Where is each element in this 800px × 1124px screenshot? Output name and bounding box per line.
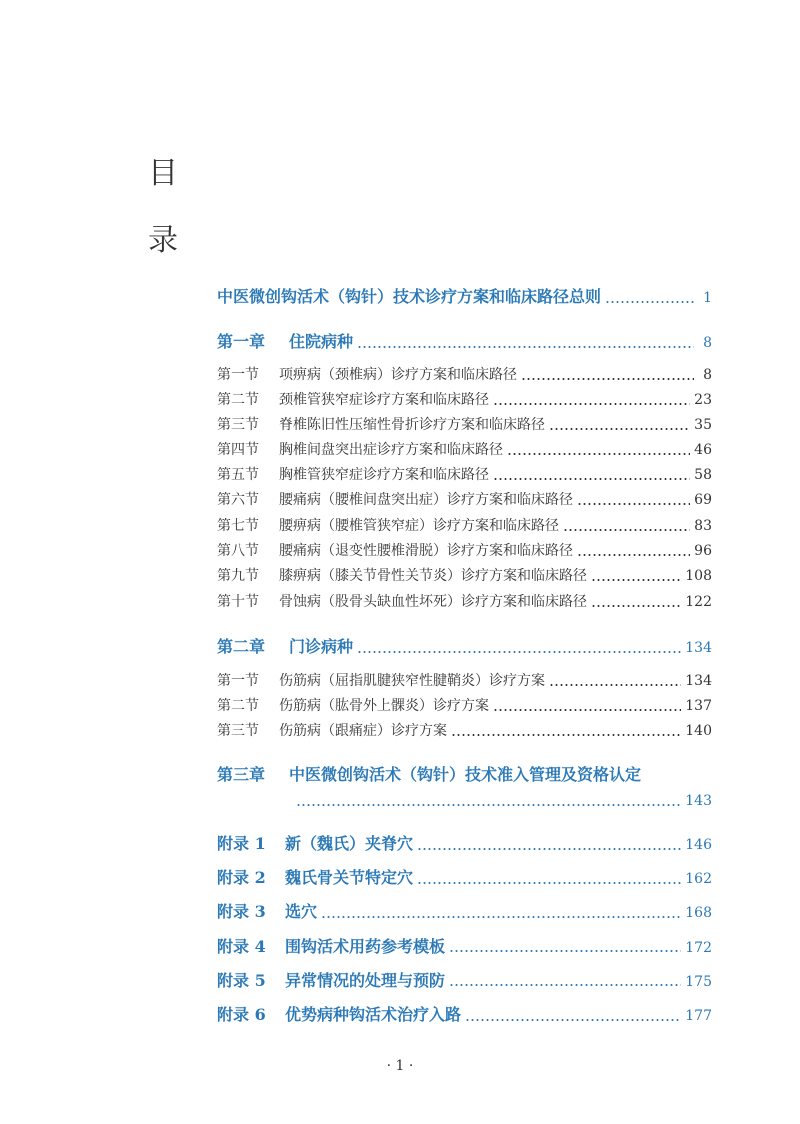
toc-entry-chapter[interactable] [217,332,712,353]
entry-label: 第二节 [217,392,259,408]
entry-label: 第六节 [217,492,259,508]
entry-label: 第二节 [217,698,259,714]
entry-page: 175 [685,973,712,990]
entry-label: 附录 1 [217,834,266,853]
dot-leader [449,983,681,987]
entry-title: 中医微创钩活术（钩针）技术准入管理及资格认定 [289,765,642,784]
entry-page: 146 [685,837,712,853]
toc-entry-appendix[interactable] [217,834,712,855]
entry-page: 108 [685,568,712,584]
toc-entry-section[interactable] [217,566,712,586]
entry-title: 中医微创钩活术（钩针）技术诊疗方案和临床路径总则 [217,287,602,306]
toc-entry-appendix[interactable] [217,971,712,992]
entry-label: 附录 6 [217,1005,266,1024]
entry-page: 58 [694,467,712,483]
entry-page: 83 [694,518,712,534]
toc-entry-section[interactable] [217,541,712,561]
entry-title: 围钩活术用药参考模板 [285,936,446,956]
entry-page: 134 [685,640,712,656]
entry-title: 伤筋病（肱骨外上髁炎）诊疗方案 [279,698,489,714]
entry-title: 门诊病种 [289,637,354,656]
dot-leader [296,803,681,807]
entry-page: 46 [694,442,712,458]
toc-entry-section[interactable] [217,390,712,410]
toc-heading-char-1: 目 [148,156,178,191]
toc-entry-section[interactable] [217,440,712,460]
entry-page: 1 [703,290,712,306]
page-number: · 1 · [386,1058,414,1074]
entry-label: 第一章 [217,332,266,351]
toc-entry-chapter-continuation[interactable] [292,791,712,811]
entry-title: 优势病种钩活术治疗入路 [285,1005,462,1024]
entry-page: 168 [685,905,712,922]
toc-entry-section[interactable] [217,671,712,691]
dot-leader [357,345,694,349]
entry-label: 第三章 [217,765,266,784]
entry-title: 腰痛病（退变性腰椎滑脱）诊疗方案和临床路径 [279,543,573,559]
toc-heading-char-2: 录 [148,223,178,258]
dot-leader [465,1018,681,1022]
toc-entry-section[interactable] [217,415,712,435]
dot-leader [493,402,690,406]
dot-leader [549,427,690,431]
entry-title: 胸椎间盘突出症诊疗方案和临床路径 [279,442,503,458]
entry-label: 附录 2 [217,868,266,888]
dot-leader [507,452,690,456]
entry-page: 69 [694,492,712,508]
entry-page: 122 [685,594,712,610]
entry-title: 腰痹病（腰椎管狭窄症）诊疗方案和临床路径 [279,518,559,534]
dot-leader [549,683,681,687]
entry-label: 第五节 [217,467,259,483]
entry-title: 伤筋病（屈指肌腱狭窄性腱鞘炎）诊疗方案 [279,673,545,689]
entry-page: 172 [685,939,712,956]
entry-title: 魏氏骨关节特定穴 [285,868,414,888]
entry-label: 第八节 [217,543,259,559]
entry-label: 第三节 [217,723,259,739]
toc-entry-chapter[interactable] [217,637,712,658]
toc-entry-section[interactable] [217,592,712,612]
entry-label: 第三节 [217,417,259,433]
toc-entry-chapter[interactable] [217,765,712,785]
entry-title: 异常情况的处理与预防 [285,970,446,990]
entry-page: 96 [694,543,712,559]
toc-entry-section[interactable] [217,365,712,385]
entry-label: 第四节 [217,442,259,458]
toc-entry-appendix[interactable] [217,1005,712,1026]
dot-leader [577,553,690,557]
toc-entry-section[interactable] [217,721,712,741]
dot-leader [521,377,694,381]
entry-title: 腰痛病（腰椎间盘突出症）诊疗方案和临床路径 [279,492,573,508]
dot-leader [357,650,681,654]
entry-label: 第十节 [217,594,259,610]
entry-label: 第九节 [217,568,259,584]
entry-title: 颈椎管狭窄症诊疗方案和临床路径 [279,392,489,408]
dot-leader [591,578,681,582]
toc-entry-appendix[interactable] [217,902,712,923]
entry-page: 23 [694,392,712,408]
entry-title: 项痹病（颈椎病）诊疗方案和临床路径 [279,367,517,383]
dot-leader [591,604,681,608]
entry-page: 134 [685,673,712,689]
entry-label: 附录 5 [217,970,266,990]
toc-entry-general[interactable] [217,287,712,308]
entry-label: 附录 3 [217,902,266,922]
entry-label: 第一节 [217,673,259,689]
entry-page: 35 [694,417,712,433]
dot-leader [451,733,681,737]
dot-leader [417,847,681,851]
dot-leader [563,528,690,532]
dot-leader [493,708,681,712]
entry-title: 膝痹病（膝关节骨性关节炎）诊疗方案和临床路径 [279,568,587,584]
toc-entry-appendix[interactable] [217,937,712,958]
entry-page: 8 [703,367,712,383]
entry-label: 第七节 [217,518,259,534]
toc-entry-section[interactable] [217,696,712,716]
toc-entry-section[interactable] [217,490,712,510]
entry-page: 140 [685,723,712,739]
toc-entry-appendix[interactable] [217,868,712,889]
entry-page: 177 [685,1008,712,1024]
entry-label: 附录 4 [217,936,266,956]
dot-leader [493,477,690,481]
entry-title: 骨蚀病（股骨头缺血性坏死）诊疗方案和临床路径 [279,594,587,610]
entry-title: 脊椎陈旧性压缩性骨折诊疗方案和临床路径 [279,417,545,433]
dot-leader [577,502,690,506]
toc-entry-section[interactable] [217,516,712,536]
dot-leader [605,300,694,304]
entry-label: 第二章 [217,637,266,656]
entry-page: 143 [685,793,712,809]
entry-title: 新（魏氏）夹脊穴 [285,834,414,853]
entry-title: 胸椎管狭窄症诊疗方案和临床路径 [279,467,489,483]
entry-page: 8 [703,335,712,351]
entry-page: 162 [685,871,712,888]
entry-label: 第一节 [217,367,259,383]
dot-leader [449,949,681,953]
dot-leader [417,881,681,885]
dot-leader [321,915,681,919]
toc-entry-section[interactable] [217,465,712,485]
entry-title: 住院病种 [289,332,354,351]
entry-page: 137 [685,698,712,714]
entry-title: 选穴 [285,902,318,922]
entry-title: 伤筋病（跟痛症）诊疗方案 [279,723,447,739]
